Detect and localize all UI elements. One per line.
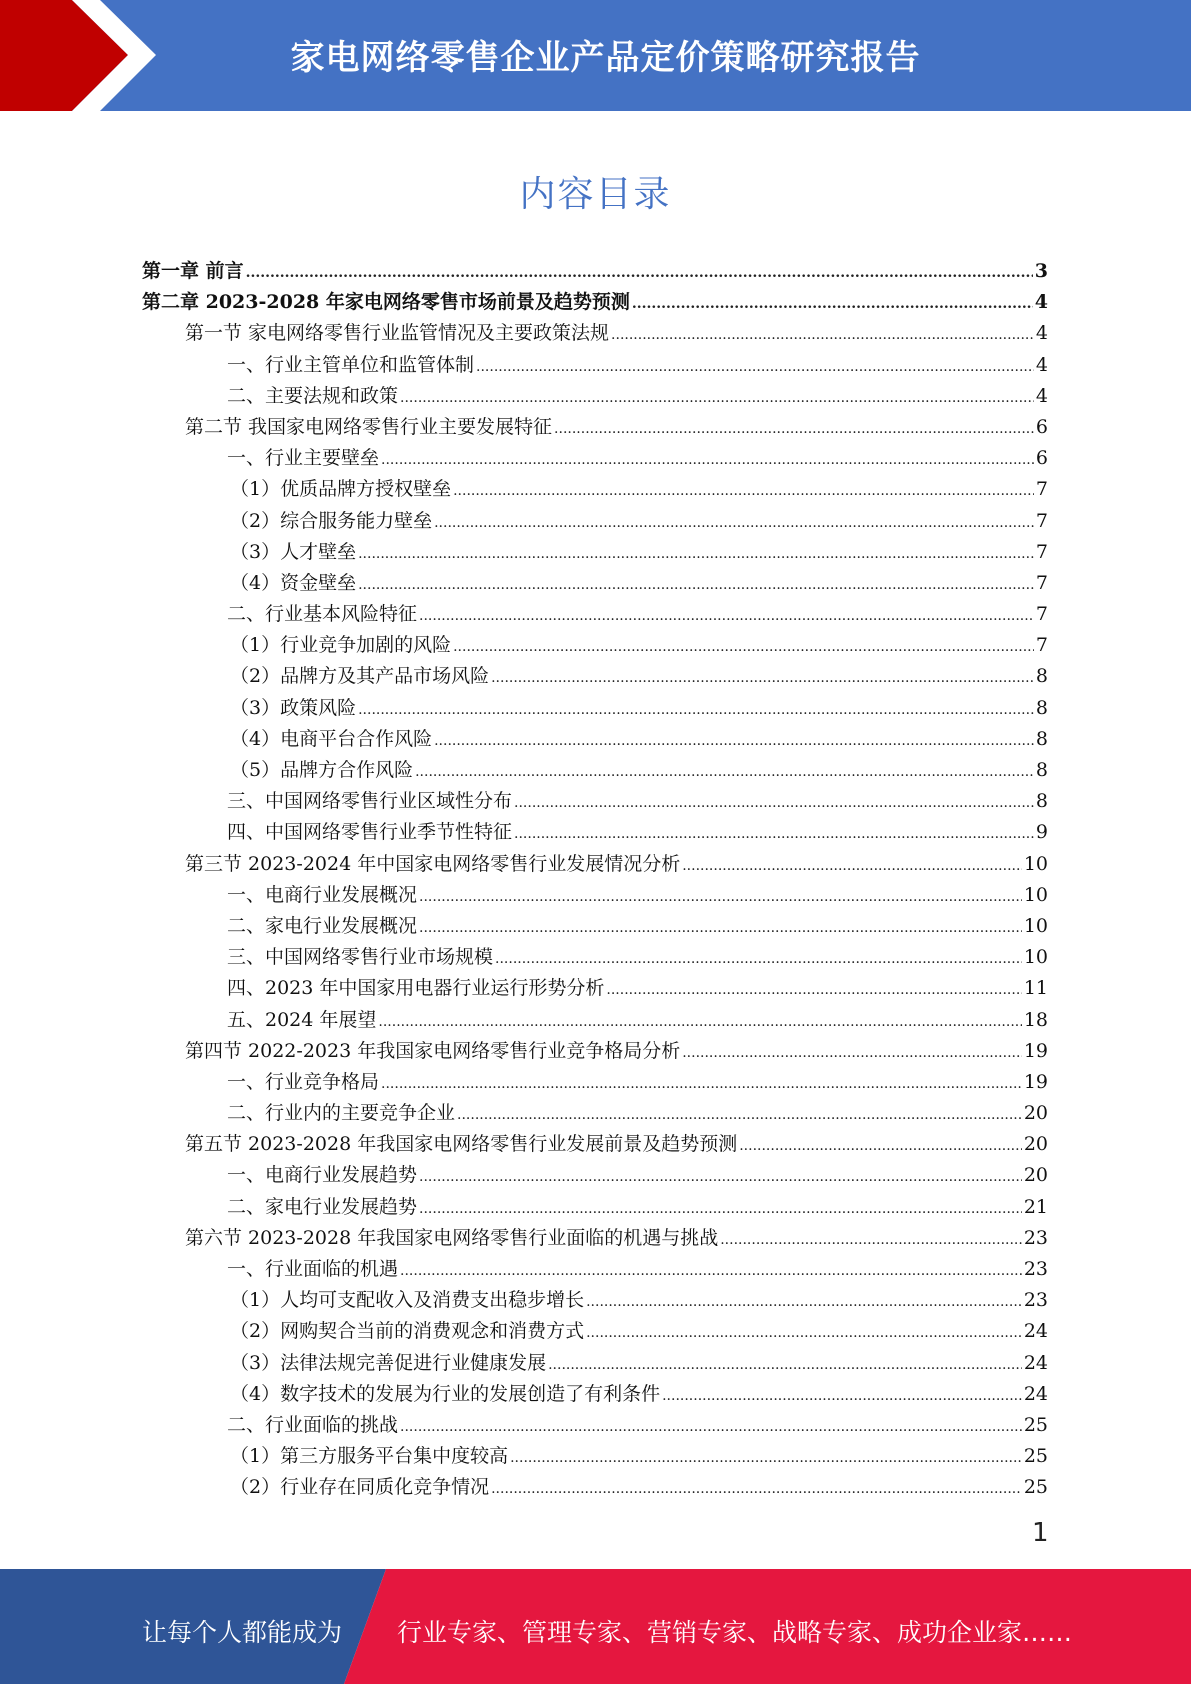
toc-entry[interactable] (142, 1160, 1048, 1191)
toc-entry-page: 20 (1023, 1102, 1048, 1125)
toc-entry-label: （5）品牌方合作风险 (230, 759, 414, 781)
toc-entry-label: 二、行业基本风险特征 (227, 603, 418, 626)
toc-leader-dots (662, 1388, 1022, 1404)
toc-entry-page: 23 (1023, 1226, 1048, 1249)
toc-entry[interactable] (142, 973, 1048, 1004)
toc-entry-label: （2）行业存在同质化竞争情况 (230, 1476, 490, 1499)
toc-entry-page: 25 (1023, 1445, 1048, 1468)
toc-entry-page: 23 (1023, 1289, 1048, 1312)
toc-leader-dots (611, 327, 1034, 343)
toc-entry-page: 7 (1035, 509, 1048, 532)
toc-entry[interactable] (142, 1036, 1048, 1067)
toc-entry-label: 四、中国网络零售行业季节性特征 (227, 821, 513, 844)
toc-entry-label: （1）人均可支配收入及消费支出稳步增长 (230, 1289, 585, 1312)
toc-entry-label: 第四节 2022-2023 年我国家电网络零售行业竞争格局分析 (185, 1039, 681, 1062)
table-of-contents (142, 256, 1048, 1504)
toc-entry-label: （2）网购契合当前的消费观念和消费方式 (230, 1320, 585, 1343)
toc-entry[interactable] (142, 817, 1048, 848)
toc-leader-dots (514, 795, 1034, 811)
toc-entry[interactable] (142, 350, 1048, 381)
toc-entry-label: （1）第三方服务平台集中度较高 (230, 1445, 509, 1468)
toc-entry-label: （2）综合服务能力壁垒 (230, 509, 433, 532)
toc-entry-page: 8 (1035, 665, 1048, 688)
toc-leader-dots (381, 452, 1034, 468)
toc-entry-page: 10 (1023, 946, 1048, 969)
toc-entry-page: 4 (1035, 353, 1048, 376)
toc-entry-label: （4）电商平台合作风险 (230, 727, 433, 750)
toc-entry[interactable] (142, 287, 1048, 318)
toc-entry-page: 24 (1023, 1320, 1048, 1343)
toc-leader-dots (434, 733, 1034, 749)
toc-entry-page: 25 (1023, 1413, 1048, 1436)
toc-entry-label: 第二章 2023-2028 年家电网络零售市场前景及趋势预测 (142, 291, 630, 314)
toc-entry-label: 第一节 家电网络零售行业监管情况及主要政策法规 (185, 322, 610, 345)
toc-entry[interactable] (142, 1192, 1048, 1223)
toc-entry-label: （1）行业竞争加剧的风险 (230, 634, 452, 657)
toc-entry-page: 10 (1023, 914, 1048, 937)
toc-entry-page: 10 (1023, 883, 1048, 906)
toc-entry-label: 三、中国网络零售行业市场规模 (227, 946, 494, 969)
toc-entry-page: 23 (1023, 1258, 1048, 1280)
toc-entry[interactable] (142, 1129, 1048, 1160)
toc-entry[interactable] (142, 724, 1048, 755)
toc-entry-label: 一、电商行业发展趋势 (227, 1164, 418, 1187)
toc-leader-dots (419, 889, 1022, 905)
toc-entry-page: 7 (1035, 603, 1048, 626)
toc-entry-page: 11 (1023, 977, 1048, 1000)
toc-entry-label: 第三节 2023-2024 年中国家电网络零售行业发展情况分析 (185, 852, 681, 875)
toc-entry-label: （3）人才壁垒 (230, 540, 357, 563)
toc-entry-page: 9 (1035, 821, 1048, 844)
toc-entry-label: 二、主要法规和政策 (227, 384, 399, 407)
toc-entry-label: 第一章 前言 (142, 260, 244, 282)
toc-entry-page: 8 (1035, 696, 1048, 719)
toc-entry-page: 8 (1035, 790, 1048, 813)
toc-entry[interactable] (142, 599, 1048, 630)
toc-entry-page: 20 (1023, 1164, 1048, 1187)
toc-leader-dots (510, 1450, 1022, 1466)
toc-entry[interactable] (142, 630, 1048, 661)
toc-entry[interactable] (142, 1348, 1048, 1379)
toc-leader-dots (378, 1014, 1021, 1030)
toc-leader-dots (548, 1357, 1022, 1373)
toc-leader-dots (739, 1138, 1022, 1154)
toc-leader-dots (400, 1263, 1022, 1279)
toc-entry[interactable] (142, 1285, 1048, 1316)
toc-entry-label: 第二节 我国家电网络零售行业主要发展特征 (185, 415, 553, 438)
toc-entry-page: 21 (1023, 1195, 1048, 1218)
toc-entry-page: 4 (1034, 291, 1048, 314)
toc-entry[interactable] (142, 942, 1048, 973)
toc-entry[interactable] (142, 1098, 1048, 1129)
toc-leader-dots (246, 265, 1033, 281)
toc-entry[interactable] (142, 443, 1048, 474)
toc-entry-label: 二、家电行业发展概况 (227, 914, 418, 937)
toc-leader-dots (400, 1419, 1022, 1435)
toc-entry-label: （3）政策风险 (230, 696, 357, 719)
toc-entry[interactable] (142, 1005, 1048, 1036)
page-number: 1 (1032, 1518, 1049, 1548)
toc-entry-label: 一、行业主管单位和监管体制 (227, 353, 475, 376)
toc-leader-dots (419, 920, 1022, 936)
toc-entry-page: 8 (1035, 759, 1048, 781)
footer-slogan-right: 行业专家、管理专家、营销专家、战略专家、成功企业家…… (397, 1618, 1073, 1647)
toc-leader-dots (434, 515, 1034, 531)
toc-entry[interactable] (142, 412, 1048, 443)
toc-entry-label: 一、行业面临的机遇 (227, 1258, 399, 1280)
toc-entry[interactable] (142, 1316, 1048, 1347)
toc-leader-dots (457, 1107, 1022, 1123)
toc-entry[interactable] (142, 537, 1048, 568)
toc-entry-label: 二、行业内的主要竞争企业 (227, 1102, 456, 1125)
toc-entry[interactable] (142, 256, 1048, 287)
toc-leader-dots (495, 951, 1022, 967)
toc-entry[interactable] (142, 568, 1048, 599)
toc-entry-page: 10 (1023, 852, 1048, 875)
toc-entry-label: 一、行业竞争格局 (227, 1070, 380, 1093)
footer-slogan-left: 让每个人都能成为 (142, 1618, 343, 1647)
toc-leader-dots (682, 1045, 1022, 1061)
toc-heading: 内容目录 (519, 174, 672, 215)
toc-entry[interactable] (142, 755, 1048, 786)
toc-leader-dots (419, 1201, 1022, 1217)
toc-entry[interactable] (142, 911, 1048, 942)
toc-leader-dots (358, 546, 1034, 562)
toc-entry-page: 7 (1035, 634, 1048, 657)
toc-leader-dots (400, 390, 1034, 406)
header-title: 家电网络零售企业产品定价策略研究报告 (290, 38, 921, 78)
toc-entry[interactable] (142, 661, 1048, 692)
toc-entry[interactable] (142, 381, 1048, 412)
toc-leader-dots (419, 608, 1034, 624)
toc-entry[interactable] (142, 693, 1048, 724)
toc-entry[interactable] (142, 1254, 1048, 1285)
toc-leader-dots (586, 1325, 1022, 1341)
toc-leader-dots (381, 1076, 1022, 1092)
toc-leader-dots (453, 483, 1034, 499)
toc-entry[interactable] (142, 880, 1048, 911)
toc-entry-page: 18 (1023, 1008, 1048, 1031)
toc-entry-page: 19 (1023, 1070, 1048, 1093)
toc-entry-label: 五、2024 年展望 (227, 1008, 377, 1031)
toc-entry[interactable] (142, 318, 1048, 349)
toc-entry-page: 7 (1035, 478, 1048, 501)
toc-entry-label: （3）法律法规完善促进行业健康发展 (230, 1351, 547, 1374)
toc-entry-label: 第五节 2023-2028 年我国家电网络零售行业发展前景及趋势预测 (185, 1133, 738, 1156)
toc-leader-dots (682, 858, 1022, 874)
toc-leader-dots (358, 577, 1034, 593)
toc-leader-dots (586, 1294, 1022, 1310)
toc-entry[interactable] (142, 1472, 1048, 1503)
toc-entry-page: 20 (1023, 1133, 1048, 1156)
footer-banner (0, 1569, 1191, 1684)
toc-entry-page: 7 (1035, 571, 1048, 594)
toc-entry[interactable] (142, 1410, 1048, 1441)
toc-entry-page: 7 (1035, 540, 1048, 563)
toc-leader-dots (476, 359, 1034, 375)
toc-entry-page: 4 (1035, 322, 1048, 345)
toc-entry-label: （1）优质品牌方授权壁垒 (230, 478, 452, 501)
toc-leader-dots (606, 982, 1021, 998)
toc-leader-dots (632, 296, 1033, 312)
toc-entry-label: 二、家电行业发展趋势 (227, 1195, 418, 1218)
toc-entry-page: 25 (1023, 1476, 1048, 1499)
toc-entry-label: 二、行业面临的挑战 (227, 1413, 399, 1436)
toc-leader-dots (720, 1232, 1022, 1248)
toc-entry-label: 一、电商行业发展概况 (227, 883, 418, 906)
toc-entry-label: 三、中国网络零售行业区域性分布 (227, 790, 513, 813)
header-banner (0, 0, 1191, 111)
toc-leader-dots (415, 764, 1034, 780)
toc-entry-page: 6 (1035, 415, 1048, 438)
toc-entry[interactable] (142, 506, 1048, 537)
toc-entry-label: （4）资金壁垒 (230, 571, 357, 594)
toc-entry-page: 24 (1023, 1351, 1048, 1374)
toc-entry-label: 一、行业主要壁垒 (227, 447, 380, 470)
toc-entry-page: 8 (1035, 727, 1048, 750)
toc-entry[interactable] (142, 1223, 1048, 1254)
toc-entry[interactable] (142, 849, 1048, 880)
toc-leader-dots (453, 639, 1034, 655)
toc-entry[interactable] (142, 1441, 1048, 1472)
toc-entry-label: （4）数字技术的发展为行业的发展创造了有利条件 (230, 1382, 661, 1405)
toc-entry-label: 第六节 2023-2028 年我国家电网络零售行业面临的机遇与挑战 (185, 1226, 719, 1249)
toc-leader-dots (419, 1169, 1022, 1185)
toc-entry-label: （2）品牌方及其产品市场风险 (230, 665, 490, 688)
toc-entry-page: 19 (1023, 1039, 1048, 1062)
toc-entry[interactable] (142, 1067, 1048, 1098)
toc-entry[interactable] (142, 786, 1048, 817)
toc-entry-page: 4 (1035, 384, 1048, 407)
toc-entry[interactable] (142, 1379, 1048, 1410)
toc-leader-dots (358, 702, 1034, 718)
toc-entry-page: 24 (1023, 1382, 1048, 1405)
toc-entry[interactable] (142, 474, 1048, 505)
toc-leader-dots (491, 670, 1034, 686)
toc-leader-dots (554, 421, 1034, 437)
toc-entry-label: 四、2023 年中国家用电器行业运行形势分析 (227, 977, 605, 1000)
toc-entry-page: 6 (1035, 447, 1048, 470)
toc-entry-page: 3 (1034, 260, 1048, 282)
toc-leader-dots (514, 826, 1034, 842)
toc-leader-dots (491, 1481, 1022, 1497)
